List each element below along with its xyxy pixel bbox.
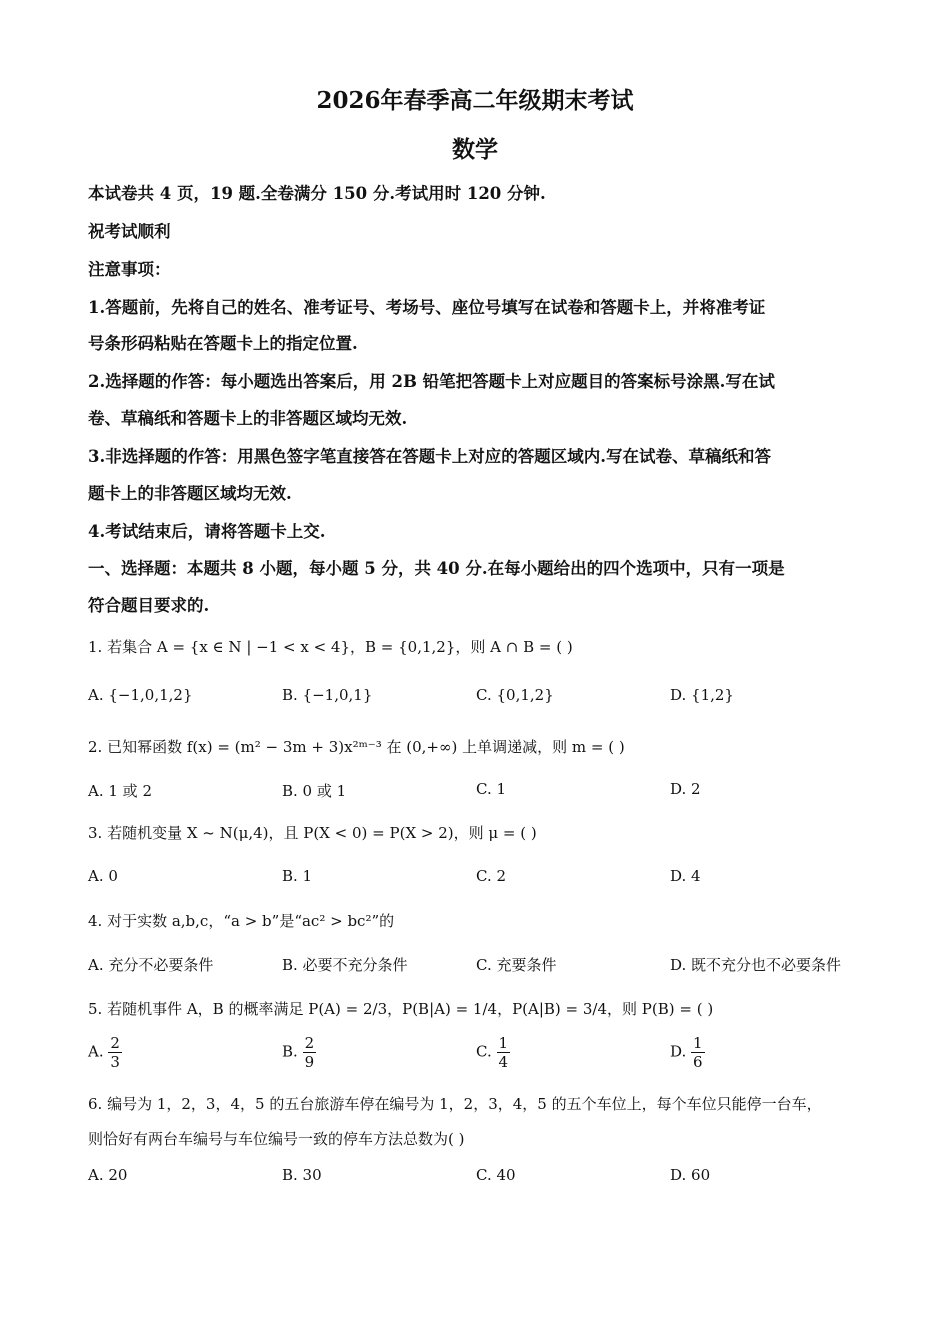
section-heading-b: 符合题目要求的. (88, 596, 210, 615)
note-2a: 2.选择题的作答：每小题选出答案后，用 2B 铅笔把答题卡上对应题目的答案标号涂黑.写在试 (88, 372, 775, 391)
question-1-stem: 1. 若集合 A = {x ∈ N | −1 < x < 4}，B = {0,1,2}，则 A ∩ B = ( ) (88, 638, 573, 656)
q5-option-d-label: D. (670, 1042, 687, 1061)
q5-option-b-numerator: 2 (304, 1034, 315, 1052)
q5-option-b-label: B. (282, 1042, 298, 1061)
q4-option-c: C. 充要条件 (476, 956, 557, 974)
q5-option-c-fraction (497, 1034, 511, 1071)
exam-subject: 数学 (452, 136, 498, 163)
question-4-stem: 4. 对于实数 a,b,c，“a > b”是“ac² > bc²”的 (88, 912, 395, 930)
q5-option-d-numerator: 1 (693, 1034, 703, 1052)
q1-option-d: D. {1,2} (670, 686, 734, 704)
note-1a: 1.答题前，先将自己的姓名、准考证号、考场号、座位号填写在试卷和答题卡上，并将准考证 (88, 298, 766, 317)
q5-option-d-fraction (691, 1034, 705, 1071)
q4-option-a: A. 充分不必要条件 (88, 956, 214, 974)
exam-title: 2026年春季高二年级期末考试 (316, 87, 634, 114)
note-3a: 3.非选择题的作答：用黑色签字笔直接答在答题卡上对应的答题区域内.写在试卷、草稿纸和答 (88, 447, 771, 466)
note-3b: 题卡上的非答题区域均无效. (88, 484, 292, 503)
q2-option-b: B. 0 或 1 (282, 782, 347, 800)
q5-option-c (476, 1034, 510, 1071)
note-2b: 卷、草稿纸和答题卡上的非答题区域均无效. (88, 409, 408, 428)
q6-option-d: D. 60 (670, 1166, 711, 1184)
q5-option-a-fraction (108, 1034, 122, 1071)
note-4: 4.考试结束后，请将答题卡上交. (88, 522, 326, 541)
q4-option-b: B. 必要不充分条件 (282, 956, 408, 974)
q6-option-c: C. 40 (476, 1166, 516, 1184)
q4-option-d: D. 既不充分也不必要条件 (670, 956, 842, 974)
q5-option-a-label: A. (88, 1042, 104, 1061)
intro-wish: 祝考试顺利 (88, 222, 171, 241)
q5-option-a (88, 1034, 122, 1071)
question-2-stem: 2. 已知幂函数 f(x) = (m² − 3m + 3)x²ᵐ⁻³ 在 (0,+∞) 上单调递减，则 m = ( ) (88, 738, 625, 756)
notes-heading: 注意事项： (88, 260, 171, 279)
q1-option-a: A. {−1,0,1,2} (88, 686, 193, 704)
q6-option-a: A. 20 (88, 1166, 128, 1184)
question-6-stem-a: 6. 编号为 1，2，3，4，5 的五台旅游车停在编号为 1，2，3，4，5 的五个车位上，每个车位只能停一台车， (88, 1095, 822, 1113)
q2-option-a: A. 1 或 2 (88, 782, 152, 800)
q5-option-d (670, 1034, 705, 1071)
q3-option-b: B. 1 (282, 867, 313, 885)
q3-option-d: D. 4 (670, 867, 701, 885)
question-6-stem-b: 则恰好有两台车编号与车位编号一致的停车方法总数为( ) (88, 1130, 465, 1148)
q6-option-b: B. 30 (282, 1166, 322, 1184)
q1-option-b: B. {−1,0,1} (282, 686, 373, 704)
q3-option-c: C. 2 (476, 867, 507, 885)
question-5-stem: 5. 若随机事件 A，B 的概率满足 P(A) = 2/3，P(B|A) = 1/4，P(A|B) = 3/4，则 P(B) = ( ) (88, 1000, 714, 1018)
q2-option-c: C. 1 (476, 780, 507, 798)
q3-option-a: A. 0 (88, 867, 118, 885)
question-3-stem: 3. 若随机变量 X ~ N(μ,4)，且 P(X < 0) = P(X > 2)，则 μ = ( ) (88, 824, 537, 842)
q5-option-b-fraction (303, 1034, 317, 1071)
q5-option-c-numerator: 1 (498, 1034, 509, 1052)
q1-option-c: C. {0,1,2} (476, 686, 554, 704)
q2-option-d: D. 2 (670, 780, 701, 798)
q5-option-d-denominator: 6 (693, 1053, 703, 1071)
section-heading-a: 一、选择题：本题共 8 小题，每小题 5 分，共 40 分.在每小题给出的四个选项中，只有一项是 (88, 559, 785, 578)
q5-option-b (282, 1034, 316, 1071)
q5-option-a-denominator: 3 (110, 1053, 120, 1071)
note-1b: 号条形码粘贴在答题卡上的指定位置. (88, 334, 358, 353)
intro-line: 本试卷共 4 页，19 题.全卷满分 150 分.考试用时 120 分钟. (88, 184, 546, 203)
q5-option-c-label: C. (476, 1042, 492, 1061)
q5-option-a-numerator: 2 (110, 1034, 120, 1052)
q5-option-b-denominator: 9 (304, 1053, 315, 1071)
q5-option-c-denominator: 4 (498, 1053, 509, 1071)
